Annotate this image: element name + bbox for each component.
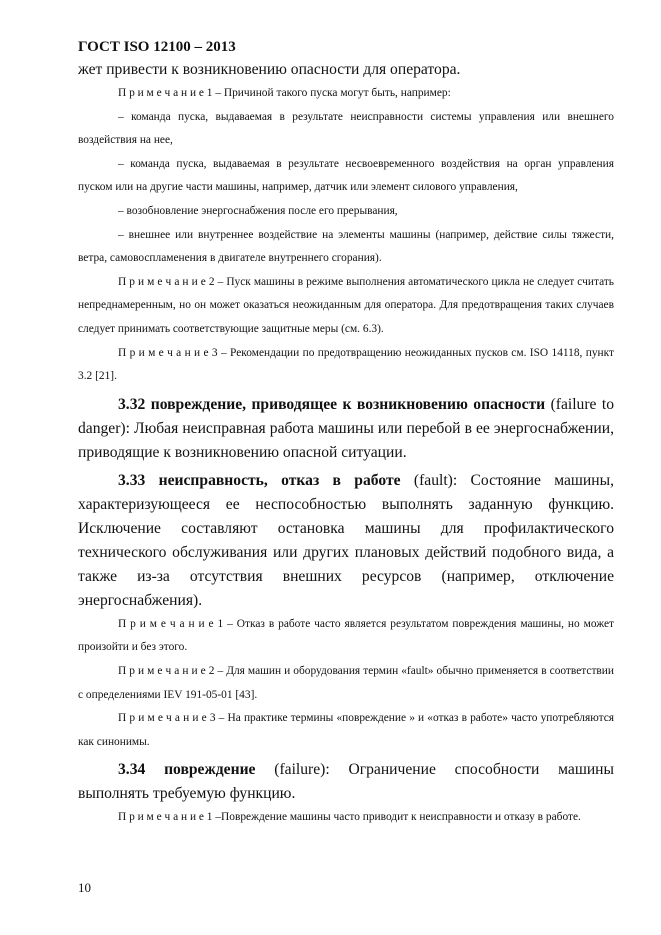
note-label: П р и м е ч а н и е 3 [118,346,218,359]
note-paragraph [78,660,614,707]
note-paragraph [78,271,614,342]
term-heading: 3.32 повреждение, приводящее к возникновению опасности [118,395,546,413]
note-paragraph [78,82,614,106]
definition-3-33 [78,469,614,613]
list-item: – команда пуска, выдаваемая в результате несвоевременного воздействия на орган управления пуском или на другие части машины, например, датчик или элемент силового управления, [78,157,614,194]
list-item: – команда пуска, выдаваемая в результате неисправности системы управления или внешнего воздействия на нее, [78,110,614,147]
note-paragraph [78,342,614,389]
note-paragraph [78,806,614,830]
continued-text: жет привести к возникновению опасности для оператора. [78,61,461,78]
note-label: П р и м е ч а н и е 2 [118,664,215,677]
note-text: – Отказ в работе часто является результатом повреждения машины, но может произойти и без этого. [78,617,615,654]
note-text: – Рекомендации по предотвращению неожиданных пусков см. ISO 14118, пункт 3.2 [21]. [78,346,615,383]
term-heading: 3.33 неисправность, отказ в работе [118,471,401,489]
note-label: П р и м е ч а н и е 2 [118,275,215,288]
note-label: П р и м е ч а н и е 1 [118,87,213,99]
note-label: П р и м е ч а н и е 1 [118,617,224,630]
note-text: – На практике термины «повреждение » и «отказ в работе» часто употребляются как синонимы. [78,712,614,748]
definition-3-34 [78,758,614,806]
definition-text: (failure): Ограничение способности машины выполнять требуемую функцию. [78,761,614,803]
definition-3-32 [78,393,614,465]
definition-text: (failure to danger): Любая неисправная работа машины или перебой в ее энергоснабжении, приводящие к возникновению опасной ситуации. [78,395,614,461]
standard-header: ГОСТ ISO 12100 – 2013 [78,39,236,55]
note-label: П р и м е ч а н и е 3 [118,712,216,725]
document-page [78,38,614,830]
page-number: 10 [78,880,91,895]
list-item: – возобновление энергоснабжения после его прерывания, [118,204,398,217]
note-text: – Пуск машины в режиме выполнения автоматического цикла не следует считать непреднамеренным, но он может оказаться неожиданным для оператора. Для предотвращения таких случаев следует принимать соответствующие защитные меры (см. 6.3). [78,275,614,335]
note-text: – Причиной такого пуска могут быть, например: [212,87,451,99]
definition-text: (fault): Состояние машины, характеризующееся ее неспособностью выполнять заданную функцию. Исключение составляют остановка машины для профилактического технического обслуживания или других плановых действий подобного вида, а также из-за отсутствия внешних ресурсов (например, отключение энергоснабжения). [78,471,614,609]
list-item: – внешнее или внутреннее воздействие на элементы машины (например, действие силы тяжести, ветра, самовоспламенения в двигателе внутреннего сгорания). [78,228,614,265]
term-heading: 3.34 повреждение [118,761,256,779]
note-paragraph [78,613,614,660]
note-label: П р и м е ч а н и е 1 [118,811,213,824]
note-text: – Для машин и оборудования термин «fault» обычно применяется в соответствии с определениями IEV 191-05-01 [43]. [78,664,614,701]
note-paragraph [78,707,614,754]
note-text: –Повреждение машины часто приводит к неисправности и отказу в работе. [212,811,581,824]
